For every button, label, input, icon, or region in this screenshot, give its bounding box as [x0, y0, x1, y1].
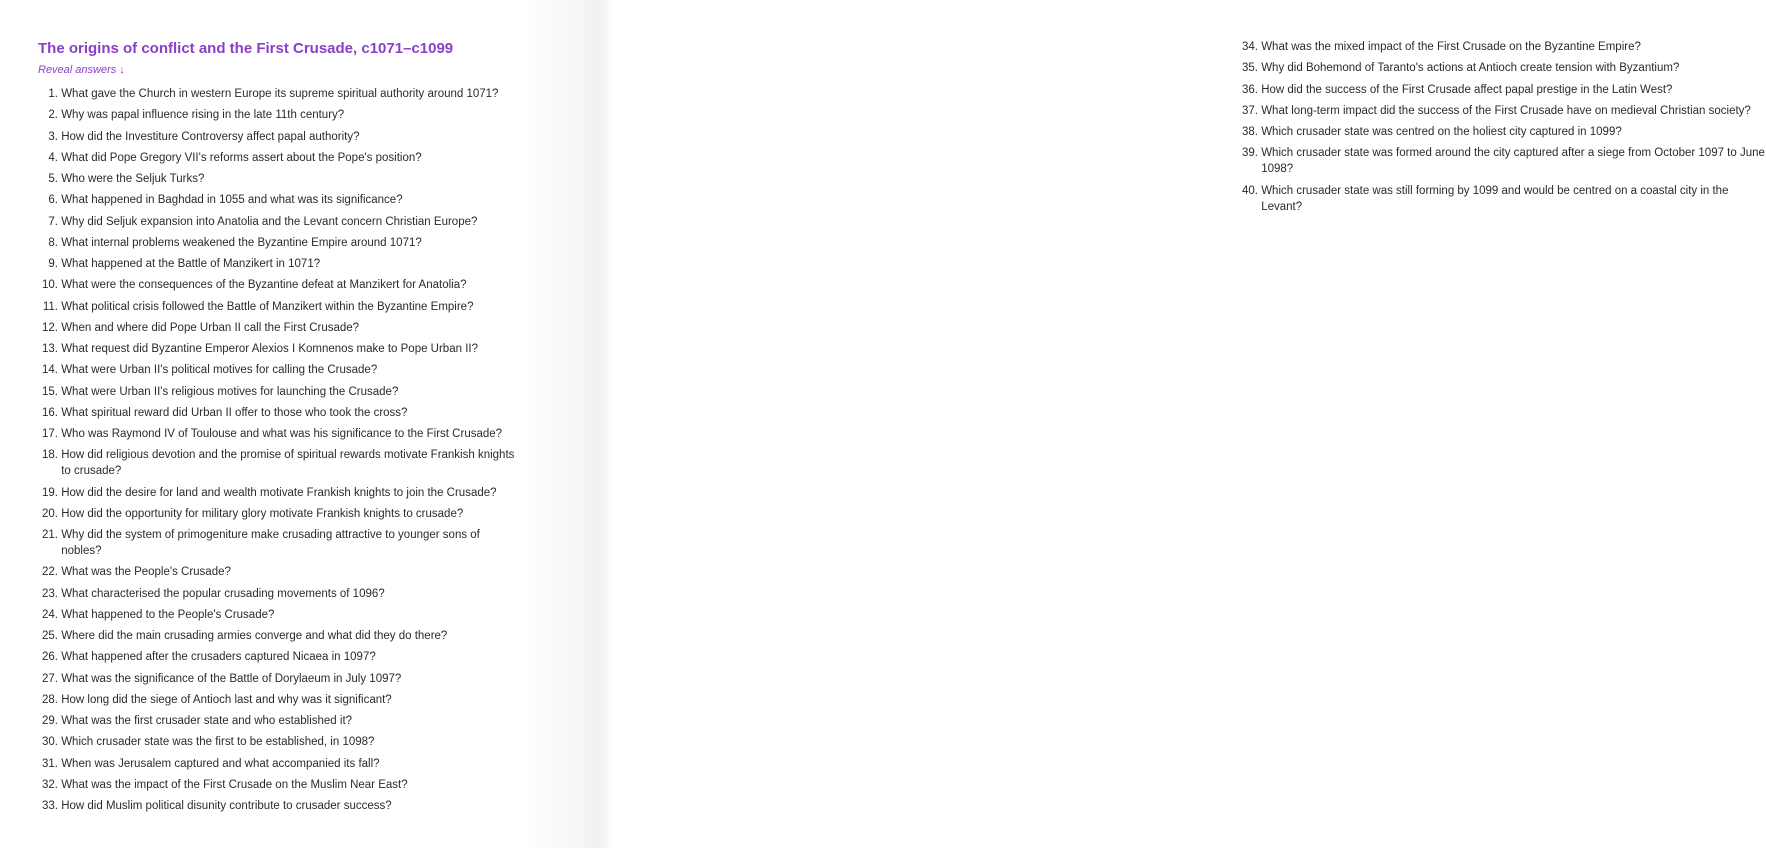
question-text: What long-term impact did the success of the First Crusade have on medieval Christian society? — [1261, 104, 1751, 117]
question-number: 20. — [42, 507, 58, 520]
question-item — [38, 734, 518, 750]
question-number: 16. — [42, 406, 58, 419]
question-text: What happened after the crusaders captured Nicaea in 1097? — [61, 651, 376, 664]
left-page — [0, 0, 600, 848]
question-item — [1238, 82, 1766, 98]
question-item — [38, 384, 518, 400]
question-text: What was the impact of the First Crusade on the Muslim Near East? — [61, 778, 408, 791]
question-item — [1238, 145, 1766, 177]
question-item — [38, 129, 518, 145]
question-number: 35. — [1242, 62, 1258, 75]
question-item — [38, 447, 518, 479]
reveal-answers-link[interactable] — [38, 64, 125, 76]
question-number: 12. — [42, 321, 58, 334]
question-number: 23. — [42, 587, 58, 600]
question-list-left — [38, 86, 518, 819]
arrow-down-icon: ↓ — [119, 64, 125, 76]
question-number: 10. — [42, 279, 58, 292]
question-item — [38, 256, 518, 272]
question-number: 5. — [48, 173, 58, 185]
question-number: 18. — [42, 449, 58, 462]
question-item — [38, 405, 518, 421]
question-item — [38, 320, 518, 336]
question-item — [38, 713, 518, 729]
question-text: What was the People's Crusade? — [61, 566, 231, 579]
question-number: 17. — [42, 428, 58, 440]
question-text: What characterised the popular crusading movements of 1096? — [61, 587, 385, 600]
question-item — [38, 798, 518, 814]
question-text: Where did the main crusading armies converge and what did they do there? — [61, 630, 448, 642]
question-text: How did the Investiture Controversy affect papal authority? — [61, 130, 360, 143]
question-number: 26. — [42, 651, 58, 664]
question-text: What political crisis followed the Battle of Manzikert within the Byzantine Empire? — [61, 300, 474, 313]
question-item — [38, 107, 518, 123]
question-text: How did Muslim political disunity contribute to crusader success? — [61, 800, 392, 812]
question-text: What did Pope Gregory VII's reforms assert about the Pope's position? — [61, 151, 422, 164]
question-number: 27. — [42, 672, 58, 685]
question-number: 3. — [48, 130, 58, 143]
question-number: 22. — [42, 566, 58, 579]
question-item — [38, 628, 518, 644]
question-text: What were Urban II's religious motives for launching the Crusade? — [61, 385, 399, 398]
question-item — [38, 777, 518, 793]
question-item — [38, 192, 518, 208]
question-item — [1238, 124, 1766, 140]
question-number: 14. — [42, 364, 58, 377]
question-item — [38, 426, 518, 442]
question-text: Who was Raymond IV of Toulouse and what was his significance to the First Crusade? — [61, 428, 503, 440]
question-item — [38, 506, 518, 522]
question-item — [38, 341, 518, 357]
question-text: How did the opportunity for military glory motivate Frankish knights to crusade? — [61, 507, 464, 520]
question-item — [38, 671, 518, 687]
question-text: Why did the system of primogeniture make crusading attractive to younger sons of nobles? — [61, 529, 480, 557]
question-item — [38, 362, 518, 378]
question-text: Which crusader state was formed around the city captured after a siege from October 1097 to June 1098? — [1261, 147, 1765, 176]
question-item — [38, 692, 518, 708]
question-text: What were Urban II's political motives for calling the Crusade? — [61, 364, 378, 377]
question-text: What were the consequences of the Byzantine defeat at Manzikert for Anatolia? — [61, 279, 467, 292]
question-text: Why did Bohemond of Taranto's actions at Antioch create tension with Byzantium? — [1261, 62, 1680, 75]
question-number: 9. — [48, 258, 58, 270]
question-number: 1. — [48, 88, 58, 100]
question-item — [1238, 60, 1766, 76]
question-item — [38, 150, 518, 166]
question-number: 24. — [42, 608, 58, 621]
question-text: Why was papal influence rising in the late 11th century? — [61, 109, 345, 122]
question-text: When was Jerusalem captured and what accompanied its fall? — [61, 757, 380, 770]
question-number: 32. — [42, 778, 58, 791]
question-item — [38, 527, 518, 559]
question-item — [38, 214, 518, 230]
question-item — [38, 485, 518, 501]
question-text: What request did Byzantine Emperor Alexios I Komnenos make to Pope Urban II? — [61, 343, 478, 355]
reveal-answers-label: Reveal answers — [38, 64, 117, 76]
question-number: 11. — [42, 300, 58, 313]
question-number: 15. — [42, 385, 58, 398]
page-title: The origins of conflict and the First Crusade, c1071–c1099 — [38, 40, 454, 57]
question-text: What was the first crusader state and who established it? — [61, 715, 353, 727]
question-text: Which crusader state was still forming by 1099 and would be centred on a coastal city in the Levant? — [1261, 184, 1729, 213]
question-number: 4. — [48, 151, 58, 164]
question-item — [1238, 103, 1766, 119]
question-item — [38, 607, 518, 623]
question-text: What internal problems weakened the Byzantine Empire around 1071? — [61, 236, 422, 249]
question-text: What happened at the Battle of Manzikert in 1071? — [61, 258, 321, 270]
question-text: When and where did Pope Urban II call the First Crusade? — [61, 321, 360, 334]
question-number: 8. — [48, 236, 58, 249]
question-number: 34. — [1242, 41, 1258, 53]
question-number: 30. — [42, 736, 58, 749]
question-number: 33. — [42, 800, 58, 812]
question-number: 31. — [42, 757, 58, 770]
question-text: How did the desire for land and wealth motivate Frankish knights to join the Crusade? — [61, 486, 497, 499]
question-text: What was the mixed impact of the First Crusade on the Byzantine Empire? — [1261, 41, 1641, 53]
question-number: 29. — [42, 715, 58, 727]
question-text: Why did Seljuk expansion into Anatolia and the Levant concern Christian Europe? — [61, 215, 478, 228]
question-number: 7. — [48, 215, 58, 228]
question-number: 40. — [1242, 184, 1258, 197]
question-item — [1238, 183, 1766, 215]
question-text: What spiritual reward did Urban II offer to those who took the cross? — [61, 406, 408, 419]
question-list-right — [1238, 39, 1766, 220]
question-number: 19. — [42, 486, 58, 499]
question-text: What was the significance of the Battle of Dorylaeum in July 1097? — [61, 672, 402, 685]
question-text: What happened in Baghdad in 1055 and what was its significance? — [61, 194, 403, 207]
question-text: What happened to the People's Crusade? — [61, 608, 275, 621]
question-text: How did religious devotion and the promise of spiritual rewards motivate Frankish knights to crusade? — [61, 449, 515, 478]
question-item — [38, 277, 518, 293]
question-number: 13. — [42, 343, 58, 355]
question-item — [38, 86, 518, 102]
question-number: 37. — [1242, 104, 1258, 117]
question-text: What gave the Church in western Europe its supreme spiritual authority around 1071? — [61, 88, 499, 100]
question-text: How did the success of the First Crusade affect papal prestige in the Latin West? — [1261, 83, 1673, 96]
question-number: 25. — [42, 630, 58, 642]
question-item — [38, 756, 518, 772]
question-number: 36. — [1242, 83, 1258, 96]
right-page — [600, 0, 1765, 848]
question-item — [1238, 39, 1766, 55]
question-number: 28. — [42, 693, 58, 706]
question-number: 39. — [1242, 147, 1258, 160]
question-item — [38, 649, 518, 665]
question-item — [38, 171, 518, 187]
question-text: Which crusader state was the first to be established, in 1098? — [61, 736, 375, 749]
question-item — [38, 235, 518, 251]
question-text: How long did the siege of Antioch last and why was it significant? — [61, 693, 392, 706]
question-item — [38, 586, 518, 602]
question-number: 38. — [1242, 126, 1258, 138]
question-number: 6. — [48, 194, 58, 207]
question-text: Which crusader state was centred on the holiest city captured in 1099? — [1261, 126, 1622, 138]
question-item — [38, 564, 518, 580]
question-item — [38, 299, 518, 315]
question-number: 21. — [42, 529, 58, 541]
question-number: 2. — [48, 109, 58, 122]
question-text: Who were the Seljuk Turks? — [61, 173, 205, 185]
